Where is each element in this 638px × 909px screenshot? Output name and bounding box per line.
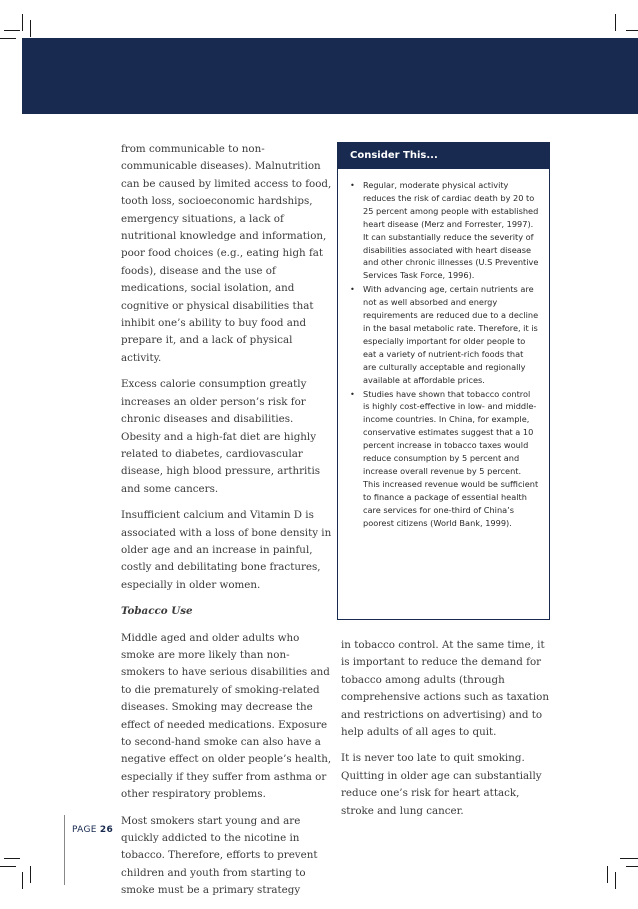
list-item-text: Studies have shown that tobacco control is highly cost-effective in low- and middle-income countries. In China, for example, conservative estimates suggest that a 10 percent increase in tobacco taxes would reduce consumption by 5 percent and increase overall revenue by 5 percent. This increased revenue would be sufficient to finance a package of essential health care services for one-third of China’s poorest citizens (World Bank, 1999). <box>363 388 539 528</box>
paragraph-smokers-risk: Middle aged and older adults who smoke are more likely than non-smokers to have serious disabilities and to die prematurely of smoking-related diseases. Smoking may decrease the effect of needed medications. Exposure to second-hand smoke can also have a negative effect on older people’s health, especially if they suffer from asthma or other respiratory problems. <box>121 631 332 801</box>
crop-mark <box>0 38 16 39</box>
page-number-value: 26 <box>99 825 114 835</box>
page-number <box>72 825 113 835</box>
paragraph-smokers-young: Most smokers start young and are quickly addicted to the nicotine in tobacco. Therefore, efforts to prevent children and youth from starting to smoke must be a primary strategy <box>121 814 318 897</box>
paragraph-quit-smoking: It is never too late to quit smoking. Quitting in older age can substantially reduce one’s risk for heart attack, stroke and lung cancer. <box>341 752 542 817</box>
bullet-icon: • <box>350 388 355 399</box>
list-item <box>350 179 539 282</box>
crop-mark <box>615 14 616 31</box>
crop-mark <box>615 872 616 889</box>
crop-mark <box>4 30 20 31</box>
crop-mark <box>626 30 638 31</box>
left-column <box>121 141 333 909</box>
bullet-icon: • <box>350 180 355 190</box>
crop-mark <box>4 858 20 859</box>
list-item <box>350 283 539 386</box>
crop-mark <box>30 866 31 883</box>
paragraph-tobacco-control: in tobacco control. At the same time, it is important to reduce the demand for tobacco among adults (through comprehensive actions such as taxation and restrictions on advertising) and to help adults of all ages to quit. <box>341 639 549 739</box>
list-item-text: With advancing age, certain nutrients are not as well absorbed and energy requirements are reduced due to a decline in the basal metabolic rate. Therefore, it is especially important for older people to eat a variety of nutrient-rich foods that are culturally acceptable and regionally available at affordable prices. <box>363 284 539 385</box>
crop-mark <box>626 866 638 867</box>
crop-mark <box>22 14 23 31</box>
section-heading-tobacco: Tobacco Use <box>121 605 193 618</box>
paragraph-calorie: Excess calorie consumption greatly increases an older person’s risk for chronic diseases and disabilities. Obesity and a high-fat diet are highly related to diabetes, cardiovascular disease, high blood pressure, arthritis and some cancers. <box>121 378 321 495</box>
crop-mark <box>30 20 31 37</box>
list-item <box>350 388 539 530</box>
page-label: PAGE <box>72 825 97 835</box>
right-column <box>341 637 553 829</box>
crop-mark <box>620 858 638 859</box>
paragraph-calcium: Insufficient calcium and Vitamin D is associated with a loss of bone density in older age and an increase in painful, costly and debilitating bone fractures, especially in older women. <box>121 509 332 591</box>
consider-this-title: Consider This... <box>338 143 549 169</box>
paragraph-malnutrition: from communicable to non-communicable diseases). Malnutrition can be caused by limited access to food, tooth loss, socioeconomic hardships, emergency situations, a lack of nutritional knowledge and information, poor food choices (e.g., eating high fat foods), disease and the use of medications, social isolation, and cognitive or physical disabilities that inhibit one’s ability to buy food and prepare it, and a lack of physical activity. <box>121 143 332 364</box>
consider-this-box <box>337 142 550 620</box>
list-item-text: Regular, moderate physical activity reduces the risk of cardiac death by 20 to 25 percent among people with established heart disease (Merz and Forrester, 1997). It can substantially reduce the severity of disabilities associated with heart disease and other chronic illnesses (U.S Preventive Services Task Force, 1996). <box>363 180 539 281</box>
consider-this-list <box>338 169 549 529</box>
crop-mark <box>607 866 608 883</box>
crop-mark <box>0 866 16 867</box>
crop-mark <box>22 872 23 889</box>
bullet-icon: • <box>350 284 355 295</box>
footer-divider <box>64 815 65 885</box>
header-banner <box>22 38 638 114</box>
